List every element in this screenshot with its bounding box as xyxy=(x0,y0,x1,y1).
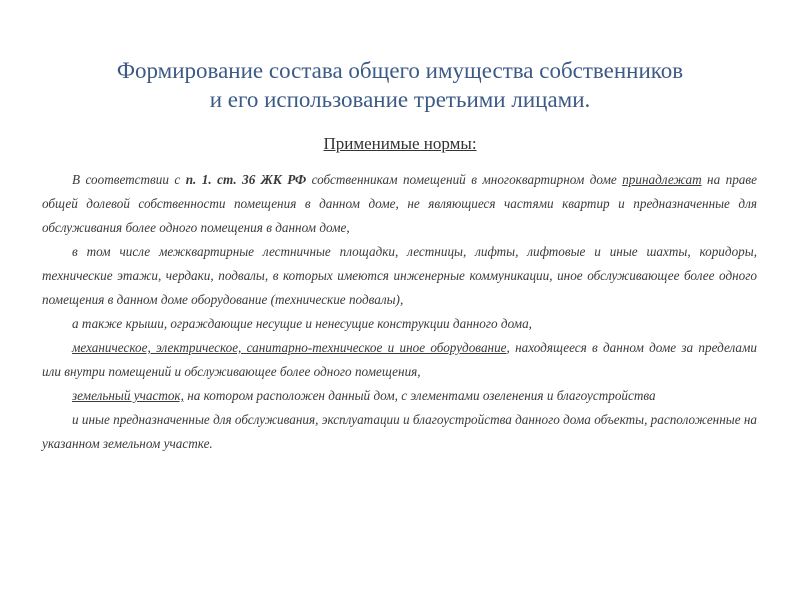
slide-title-line-1: Формирование состава общего имущества собственников xyxy=(116,58,684,83)
paragraph-structures: а также крыши, ограждающие несущие и ненесущие конструкции данного дома, xyxy=(72,316,532,331)
paragraph-land xyxy=(42,384,757,408)
slide-title-line-2: и его использование третьими лицами. xyxy=(209,87,591,112)
equipment-term: механическое, электрическое, санитарно-техническое и иное оборудование xyxy=(72,340,507,355)
owned-term: принадлежат xyxy=(622,172,702,187)
paragraph-common-areas: в том числе межквартирные лестничные площадки, лестницы, лифты, лифтовые и иные шахты, коридоры, технические этажи, чердаки, подвалы, в которых имеются инженерные коммуникации, иное обслуживающее более одного помещения в данном доме оборудование (технические подвалы), xyxy=(42,244,757,307)
land-plot-term: земельный участок, xyxy=(72,388,184,403)
slide-title xyxy=(40,56,760,114)
paragraph-ownership-intro: В соответствии с xyxy=(72,172,186,187)
document-body xyxy=(42,168,757,456)
paragraph-ownership-end: на праве общей долевой собственности помещения в данном доме, не являющиеся частями квартир и предназначенные для обслуживания более одного помещения в данном доме, xyxy=(42,172,757,235)
paragraph-land-rest: на котором расположен данный дом, с элементами озеленения и благоустройства xyxy=(183,388,656,403)
paragraph-equipment-rest: , находящееся в данном доме за пределами или внутри помещений и обслуживающее более одного помещения, xyxy=(42,340,757,379)
applicable-norms-label: Применимые нормы: xyxy=(323,134,477,153)
paragraph-ownership-middle: собственникам помещений в многоквартирном доме xyxy=(306,172,623,187)
paragraph-ownership xyxy=(42,168,757,240)
applicable-norms-heading xyxy=(0,134,800,154)
paragraph-other-objects: и иные предназначенные для обслуживания, эксплуатации и благоустройства данного дома объекты, расположенные на указанном земельном участке. xyxy=(42,412,757,451)
law-reference: п. 1. ст. 36 ЖК РФ xyxy=(185,172,307,187)
paragraph-equipment xyxy=(42,336,757,384)
